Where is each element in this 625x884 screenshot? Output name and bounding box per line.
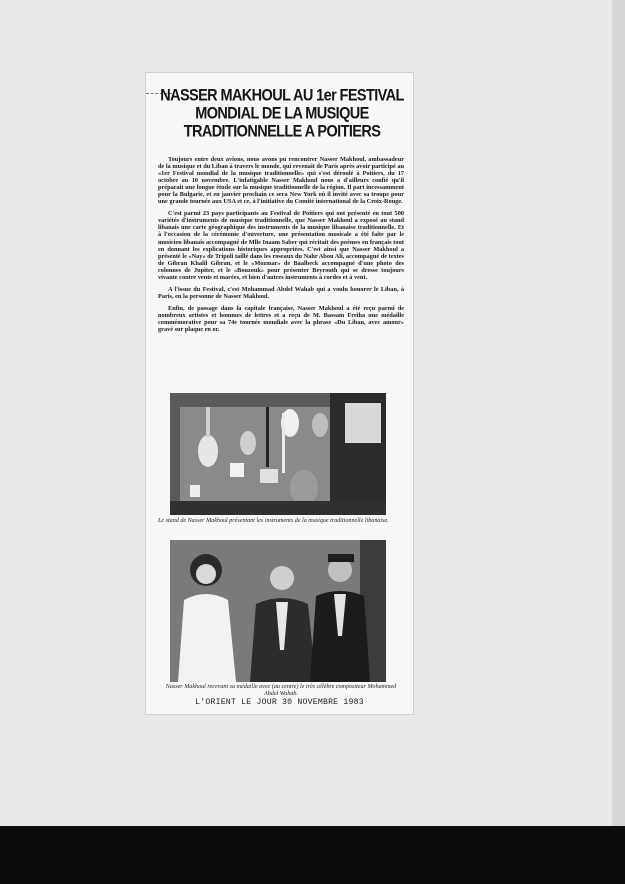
headline-line-2: MONDIAL DE LA MUSIQUE: [195, 104, 369, 123]
scan-edge-shadow: [612, 0, 625, 826]
medal-ceremony-illustration: [170, 540, 386, 682]
photo-instrument-stand: [170, 393, 386, 515]
headline-line-3: TRADITIONNELLE A POITIERS: [183, 122, 381, 141]
article-body: [158, 156, 404, 338]
photo-medal-ceremony: [170, 540, 386, 682]
article-paragraph-4: Enfin, de passage dans la capitale française, Nasser Makhoul a été reçu parmi de nombreux artistes et hommes de lettres et a reçu de M. Bassam Freiha une médaille commémorative pour sa 74e tournée mondiale avec la phrase «Du Liban, avec amour» gravé sur plaque en or.: [158, 304, 404, 334]
article-paragraph-3: A l'issue du Festival, c'est Mohammad Abdel Wahab qui a voulu honorer le Liban, à Paris, en la personne de Nasser Makhoul.: [158, 285, 404, 300]
article-paragraph-1: Toujours entre deux avions, nous avons pu rencontrer Nasser Makhoul, ambassadeur de la musique et du Liban à travers le monde, qui revenait de Paris après avoir participé au «1er Festival mondial de la musique traditionnelle» qui s'est déroulé à Poitiers, du 17 octobre au 10 novembre. L'infatigable Nasser Makhoul nous a d'ailleurs confié qu'il préparait une longue étude sur la musique traditionnelle de la région. Il part incessamment pour la Bulgarie, et en janvier prochain ce sera New York où il invité avec sa troupe pour une grande tournée aux USA et ce, à l'initiative du Comité international de la Croix-Rouge.: [158, 156, 404, 206]
newspaper-source-date: L'ORIENT LE JOUR 30 NOVEMBRE 1983: [195, 698, 364, 707]
photo-caption-medal: Nasser Makhoul recevant sa médaille avec (au centre) le très célèbre compositeur Mohammed Abdel Wahab.: [165, 684, 397, 698]
newspaper-clipping: [146, 73, 413, 714]
article-paragraph-2: C'est parmi 23 pays participants au Festival de Poitiers qui ont présenté en tout 500 variétés d'instruments de musique traditionnelle, que Nasser Makhoul a exposé au stand libanais une carte géographique des instruments de la musique libanaise traditionnelle. Et à l'occasion de la cérémonie d'ouverture, une présentation musicale a été faite par le musicien libanais accompagné de Mlle Inaam Saber qui récitait des poèmes en français tout en donnant les explications historiques appropriées. C'est ainsi que Nasser Makhoul a présenté le «Nay» de Tripoli taillé dans les roseaux du Nahr Abou Ali, accompagné de textes de Gibran Khalil Gibran, et le «Mozmar» de Baalbeck accompagné d'une photo des colonnes de Jupiter, et le «Bouzouk» pour présenter Beyrouth qui se dresse toujours vivante contre vents et marées, et bien d'autres instruments à cordes et à vent.: [158, 210, 404, 281]
article-headline: [158, 87, 406, 141]
headline-line-1: NASSER MAKHOUL AU 1er FESTIVAL: [160, 87, 404, 105]
photo-caption-stand: Le stand de Nasser Makhoul présentant les instruments de la musique traditionnelle libanaise.: [158, 518, 389, 524]
scan-bottom-black-band: [0, 826, 625, 884]
instrument-stand-illustration: [170, 393, 386, 515]
